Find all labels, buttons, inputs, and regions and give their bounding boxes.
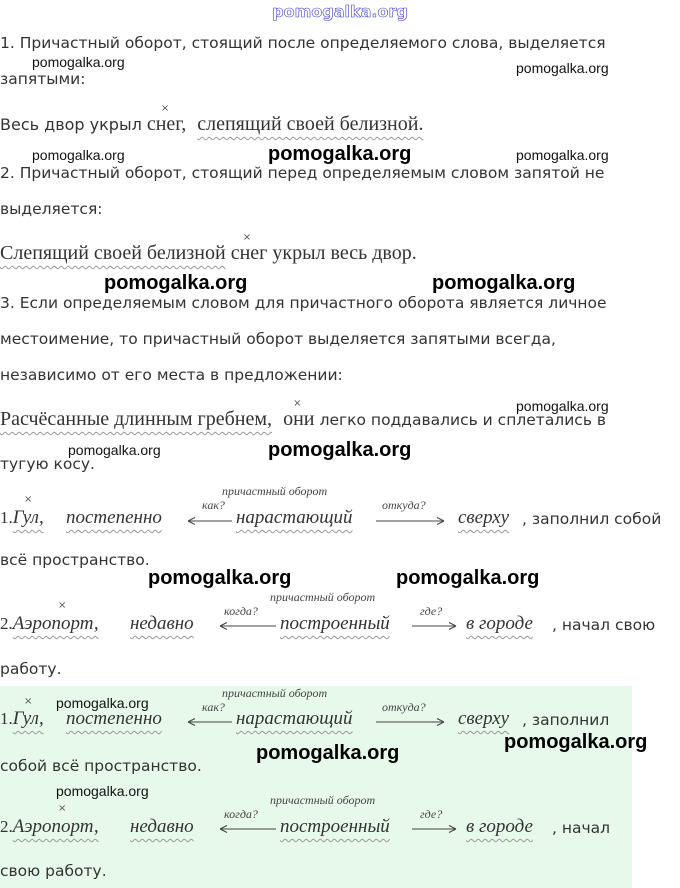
watermark: pomogalka.org [56,695,149,711]
rule1-line1: 1. Причастный оборот, стоящий после определяемого слова, выделяется [0,34,606,52]
cross-mark: × [24,696,33,707]
sentence-tail: , заполнил [522,711,610,729]
answer1-line1 [0,708,44,730]
watermark: pomogalka.org [32,54,125,70]
cross-mark: × [242,232,252,243]
watermark: pomogalka.org [516,398,609,414]
participial-phrase: Расчёсанные длинным гребнем, [0,408,272,430]
question-1: как? [202,700,225,714]
phrase-label: причастный оборот [270,793,376,807]
participle: построенный [280,816,390,837]
answer2-line1 [0,816,99,838]
left-arrow [186,517,232,525]
question-2: откуда? [382,700,426,714]
watermark: pomogalka.org [268,143,412,165]
rule3-line1: 3. Если определяемым словом для причастного оборота является личное [0,294,607,312]
noun: Гул, [12,708,44,729]
question-1: когда? [224,807,258,821]
item-number: 2. [0,614,13,633]
cross-mark: × [58,600,67,611]
cross-mark: × [160,103,170,114]
cross-mark: × [58,803,67,814]
question-2: где? [420,807,443,821]
participial-phrase: слепящий своей белизной. [197,113,424,135]
watermark: pomogalka.org [148,567,292,589]
word-sverhu: сверху [458,708,510,729]
answer2-line2: свою работу. [0,862,107,880]
rule2-line1: 2. Причастный оборот, стоящий перед определяемым словом запятой не [0,164,605,182]
cross-mark: × [24,494,33,505]
item-number: 1. [0,508,13,527]
question-2: где? [420,604,443,618]
word-v-gorode: в городе [466,816,533,837]
watermark: pomogalka.org [68,442,161,458]
watermark: pomogalka.org [32,147,125,163]
example-noun: × снег [230,232,268,264]
watermark: pomogalka.org [268,439,412,461]
example-suffix: легко поддавались и сплетались в [319,411,607,429]
rule3-line3: независимо от его места в предложении: [0,366,343,384]
right-arrow [376,517,446,525]
word-nedavno: недавно [130,816,194,837]
phrase-label: причастный оборот [222,686,328,700]
question-2: откуда? [382,498,426,512]
rule1-line2: запятыми: [0,70,86,88]
sentence1-line2: всё пространство. [0,551,150,569]
rule3-example-line2: тугую косу. [0,455,95,473]
watermark: pomogalka.org [56,783,149,799]
watermark: pomogalka.org [516,147,609,163]
item-number: 2. [0,817,13,836]
word-sverhu: сверху [458,507,510,528]
watermark: pomogalka.org [104,272,248,294]
word-v-gorode: в городе [466,613,533,634]
example-suffix: укрыл весь двор. [272,242,417,264]
left-arrow [218,825,276,833]
question-1: как? [202,498,225,512]
word-postepenno: постепенно [66,507,162,528]
noun: Аэропорт, [12,816,99,837]
question-1: когда? [224,604,258,618]
watermark: pomogalka.org [396,567,540,589]
rule1-example [0,103,424,136]
word-nedavno: недавно [130,613,194,634]
participial-phrase: Слепящий своей белизной [0,242,226,264]
item-number: 1. [0,709,13,728]
watermark-top[interactable]: pomogalka.org [272,2,408,21]
participle: нарастающий [236,507,353,528]
right-arrow [412,622,456,630]
participle: нарастающий [236,708,353,729]
rule2-line2: выделяется: [0,200,103,218]
participle: построенный [280,613,390,634]
cross-mark: × [293,398,302,409]
example-pronoun: × они [283,398,315,430]
sentence2-line1 [0,613,99,635]
left-arrow [218,622,276,630]
noun: Гул, [12,507,44,528]
word-postepenno: постепенно [66,708,162,729]
watermark: pomogalka.org [516,60,609,76]
sentence-tail: , начал [552,819,611,837]
sentence-tail: , заполнил собой [522,510,662,528]
example-prefix: Весь двор укрыл [0,115,142,134]
watermark: pomogalka.org [504,731,648,753]
comma: , [181,113,187,135]
right-arrow [412,825,456,833]
rule2-example [0,232,417,265]
example-noun: × снег [146,103,182,135]
sentence2-line2: работу. [0,660,62,678]
right-arrow [376,718,446,726]
sentence1-line1 [0,507,44,529]
answer1-line2: собой всё пространство. [0,757,202,775]
left-arrow [186,718,232,726]
rule3-line2: местоимение, то причастный оборот выделяется запятыми всегда, [0,330,556,348]
phrase-label: причастный оборот [222,484,328,498]
watermark: pomogalka.org [432,272,576,294]
sentence-tail: , начал свою [552,616,656,634]
phrase-label: причастный оборот [270,590,376,604]
noun: Аэропорт, [12,613,99,634]
watermark: pomogalka.org [256,742,400,764]
